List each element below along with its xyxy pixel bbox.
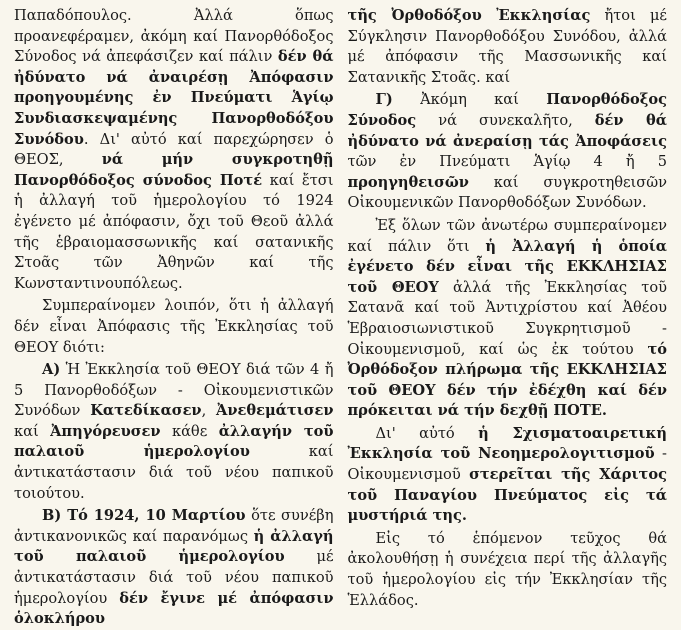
paragraph — [348, 529, 668, 611]
bold-text-run: Ἀνεθεμάτισεν — [216, 402, 334, 420]
text-run: καί — [14, 422, 51, 440]
bold-text-run: ἡ ἀλλαγή τοῦ παλαιοῦ ἡμερολογίου — [14, 527, 334, 566]
text-run: Δι' αὐτό — [375, 424, 479, 442]
text-run: Ἡ Ἐκκλησία τοῦ ΘΕΟΥ διά τῶν 4 ἤ 5 Πανορθοδόξων - Οἰκουμενιστικῶν Συνόδων — [14, 361, 334, 420]
bold-text-run: ἀλλαγήν τοῦ παλαιοῦ ἡμερολογίου — [14, 422, 334, 461]
text-run: Παπαδόπουλος. Ἀλλά ὅπως προανεφέραμεν, ἀκόμη καί Πανορθόδοξος Σύνοδος νά ἀπεφάσιζεν καί πάλιν — [14, 7, 334, 66]
bold-text-run: προηγηθεισῶν — [347, 173, 469, 191]
paragraph — [14, 6, 334, 294]
bold-text-run: ἡ Ἀλλαγή ἡ ὁποία ἐγένετο δέν εἶναι τῆς ΕΚΚΛΗΣΙΑΣ τοῦ ΘΕΟΥ — [347, 237, 667, 296]
text-run: ἀλλά τῆς Ἐκκλησίας τοῦ Σατανᾶ καί τοῦ Ἀντιχρίστου καί Ἀθέου Ἑβραιοσιωνιστικοῦ Συγκρητισμοῦ - Οἰκουμενισμοῦ, καί ὡς ἐκ τούτου — [347, 278, 667, 358]
paragraph — [14, 506, 334, 630]
bold-text-run: ἡ Σχισματοαιρετική Ἐκκλησία τοῦ Νεοημερολογιτισμοῦ — [347, 424, 667, 463]
paragraph — [348, 424, 668, 527]
text-run: μέ ἀντικατάστασιν διά τοῦ νέου παπικοῦ ἡμερολογίου — [14, 548, 334, 607]
bold-text-run: τῆς Ὀρθοδόξου Ἐκκλησίας — [347, 7, 591, 24]
text-run: Ἐξ ὅλων τῶν ἀνωτέρω συμπεραίνομεν καί πάλιν ὅτι — [347, 216, 667, 255]
paragraph — [14, 360, 334, 504]
paragraph — [348, 90, 668, 214]
bold-text-run: δέν θά ἠδύνατο νά ἀνεραίσῃ τάς Ἀποφάσεις — [347, 111, 667, 150]
bold-text-run: Γ) — [375, 91, 393, 109]
bold-text-run: Πανορθόδοξος Σύνοδος — [347, 91, 667, 129]
bold-text-run: νά μήν συγκροτηθῇ Πανορθόδοξος σύνοδος Ποτέ — [14, 151, 334, 189]
bold-text-run: δέν ἔγινε μέ ἀπόφασιν ὁλοκλήρου — [14, 589, 334, 628]
text-run: Εἰς τό ἑπόμενον τεῦχος θά ἀκολουθήσῃ ἡ συνέχεια περί τῆς ἀλλαγῆς τοῦ ἡμερολογίου εἰς τήν Ἐκκλησίαν τῆς Ἑλλάδος. — [347, 529, 667, 609]
text-run: καί συγκροτηθεισῶν Οἰκουμενικῶν Πανορθοδόξων Συνόδων. — [347, 173, 667, 212]
left-column — [14, 6, 334, 628]
text-run: καί ἔτσι ἡ ἀλλαγή τοῦ ἡμερολογίου τό 1924 ἐγένετο μέ ἀπόφασιν, ὄχι τοῦ Θεοῦ ἀλλά τῆς ἑβραιομασσωνικῆς καί σατανικῆς Στοᾶς τῶν Ἀθηνῶν καί τῆς Κωνσταντινουπόλεως. — [14, 171, 334, 292]
text-run: νά συνεκαλῆτο, — [416, 111, 595, 129]
right-column — [347, 6, 668, 609]
bold-text-run: Ἀπηγόρευσεν — [50, 422, 161, 440]
text-run: - Οἰκουμενισμοῦ — [347, 445, 667, 484]
text-run: ὅτε συνέβη ἀντικανονικῶς καί παρανόμως — [14, 507, 334, 545]
bold-text-run: στερεῖται τῆς Χάριτος τοῦ Παναγίου Πνεύματος εἰς τά μυστήριά της. — [347, 466, 667, 525]
bold-text-run: Β) Τό 1924, 10 Μαρτίου — [42, 507, 246, 525]
bold-text-run: τό Ὀρθόδοξον πλήρωμα τῆς ΕΚΚΛΗΣΙΑΣ τοῦ ΘΕΟΥ δέν τήν ἐδέχθη καί δέν πρόκειται νά τήν δεχθῇ ΠΟΤΕ. — [347, 340, 667, 420]
bold-text-run: δέν θά ἠδύνατο νά ἀναιρέσῃ Ἀπόφασιν προηγουμένης ἐν Πνεύματι Ἁγίῳ Συνδιασκεψαμένης Πανορθοδόξου Συνόδου — [14, 48, 334, 148]
text-run: κάθε — [160, 422, 219, 440]
text-run: Ἀκόμη καί — [392, 91, 547, 109]
bold-text-run: Κατεδίκασεν — [90, 402, 202, 420]
text-run: Συμπεραίνομεν λοιπόν, ὅτι ἡ ἀλλαγή δέν εἶναι Ἀπόφασις τῆς Ἐκκλησίας τοῦ ΘΕΟΥ διότι: — [14, 297, 334, 356]
paragraph — [348, 216, 668, 422]
bold-text-run: Α) — [42, 361, 61, 379]
paragraph — [348, 6, 668, 88]
text-run: καί ἀντικατάστασιν διά τοῦ νέου παπικοῦ τοιούτου. — [14, 443, 334, 502]
text-run: . Δι' αὐτό καί παρεχώρησεν ὁ ΘΕΟΣ, — [14, 130, 334, 169]
text-run: τῶν ἐν Πνεύματι Ἁγίῳ 4 ἤ 5 — [347, 153, 667, 171]
text-run: ἤτοι μέ Σύγκλησιν Πανορθοδόξου Συνόδου, ἀλλά μέ ἀπόφασιν τῆς Μασσωνικῆς καί Σατανικῆς Στοᾶς. καί — [347, 7, 667, 86]
paragraph — [14, 296, 334, 358]
text-run: , — [201, 402, 217, 420]
